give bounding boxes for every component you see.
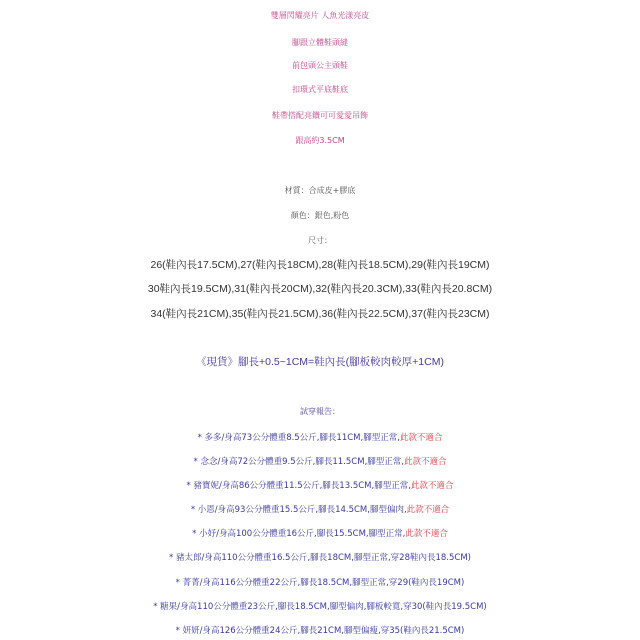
- report-entry: [0, 479, 640, 491]
- not-suitable-label: 此款不適合: [403, 457, 447, 467]
- entry-text: * 小恩/身高93公分體重15.5公斤,腳長14.5CM,腳型偏肉,: [190, 505, 407, 515]
- report-entry: [0, 600, 640, 612]
- entry-text: * 多多/身高73公分體重8.5公斤,腳長11CM,腳型正常,: [197, 433, 400, 443]
- report-entry: [0, 503, 640, 515]
- feature-line: 腳跟立體鞋頭縫: [292, 38, 348, 47]
- not-suitable-label: 此款不適合: [406, 505, 450, 515]
- entry-text: * 豬太郎/身高110公分體重16.5公斤,腳長18CM,腳型正常,穿28鞋內長18.5CM): [169, 553, 471, 563]
- feature-line: 前包頭公主頭鞋: [292, 61, 348, 70]
- not-suitable-label: 此款不適合: [399, 433, 443, 443]
- size-row: 34(鞋內長21CM),35(鞋內長21.5CM),36(鞋內長22.5CM),37(鞋內長23CM): [150, 308, 490, 320]
- feature-line: 雙層閃耀亮片 人魚光漾亮皮: [270, 11, 370, 20]
- entry-text: * 糖果/身高110公分體重23公斤,腳長18.5CM,腳型偏肉,腳板較寬,穿30(鞋內長19.5CM): [153, 602, 487, 612]
- entry-text: * 豬寶妮/身高86公分體重11.5公斤,腳長13.5CM,腳型正常,: [186, 481, 411, 491]
- feature-line: 鞋帶搭配亮鑽可可愛愛吊飾: [272, 111, 368, 120]
- report-entry: [0, 455, 640, 467]
- report-entry: [0, 624, 640, 636]
- report-entry: [0, 527, 640, 539]
- size-row: 26(鞋內長17.5CM),27(鞋內長18CM),28(鞋內長18.5CM),29(鞋內長19CM): [150, 259, 490, 271]
- report-entry: [0, 431, 640, 443]
- report-title: 試穿報告：: [300, 407, 340, 416]
- not-suitable-label: 此款不適合: [405, 529, 448, 539]
- feature-line: 跟高約3.5CM: [295, 136, 345, 145]
- report-entry: [0, 576, 640, 588]
- material-text: 材質：合成皮+膠底: [284, 186, 356, 195]
- fit-note: 《現貨》腳長+0.5~1CM=鞋內長(腳板較肉較厚+1CM): [196, 356, 444, 368]
- color-text: 顏色：銀色,粉色: [290, 211, 350, 220]
- not-suitable-label: 此款不適合: [410, 481, 454, 491]
- entry-text: * 菁菁/身高116公分體重22公斤,腳長18.5CM,腳型正常,穿29(鞋內長19CM): [175, 578, 465, 588]
- feature-line: 扣環式平底鞋底: [292, 85, 348, 94]
- size-label: 尺寸：: [308, 236, 332, 245]
- entry-text: * 小妤/身高100公分體重16公斤,腳長15.5CM,腳型正常,: [192, 529, 406, 539]
- report-entry: [0, 551, 640, 563]
- size-row: 30鞋內長19.5CM),31(鞋內長20CM),32(鞋內長20.3CM),33(鞋內長20.8CM): [147, 283, 493, 295]
- entry-text: * 念念/身高72公分體重9.5公斤,腳長11.5CM,腳型正常,: [193, 457, 404, 467]
- entry-text: * 妍妍/身高126公分體重24公斤,腳長21CM,腳型偏瘦,穿35(鞋內長21.5CM): [175, 626, 465, 636]
